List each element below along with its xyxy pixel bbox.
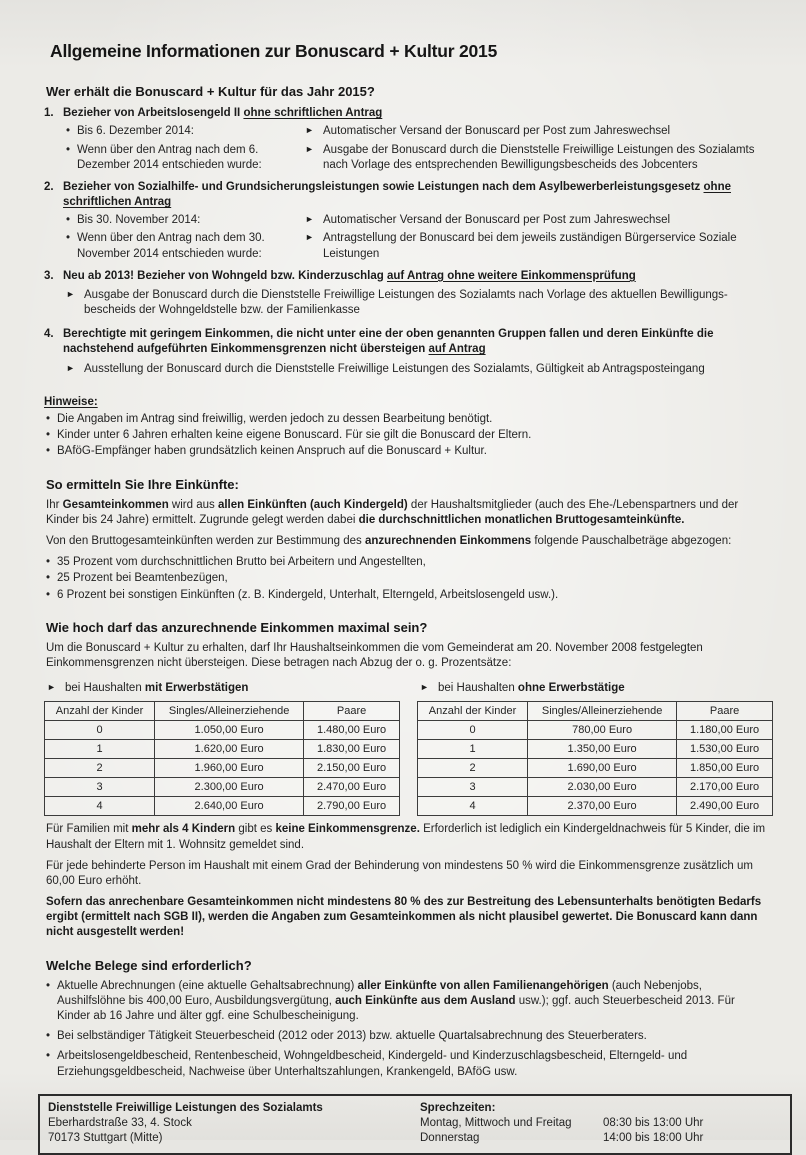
table-cell: 2 — [45, 759, 155, 778]
bullet-icon: • — [46, 1030, 51, 1043]
table-cell: 2.300,00 Euro — [155, 778, 304, 797]
table-cell: 3 — [418, 778, 528, 797]
table-cell: 2.640,00 Euro — [155, 797, 304, 816]
column-header: Anzahl der Kinder — [418, 702, 528, 721]
section-belege — [44, 957, 770, 1080]
table-cell: 1 — [418, 740, 528, 759]
arrow-right-icon: ► — [305, 214, 314, 225]
table-cell: 1.850,00 Euro — [677, 759, 773, 778]
list-item: • Arbeitslosengeldbescheid, Rentenbescheid, Wohngeldbescheid, Kindergeld- und Kinderzuschlagsbescheid, Elterngeld- und Erziehungsgeldbescheid, Nachweise über Unterhaltszahlungen, Krankengeld, BAföG usw. — [46, 1049, 770, 1079]
table-cell: 1.350,00 Euro — [528, 740, 677, 759]
table-row — [418, 778, 773, 797]
hinweise-heading: Hinweise: — [44, 395, 98, 408]
table-cell: 780,00 Euro — [528, 721, 677, 740]
income-table-ohne — [417, 701, 773, 816]
table-households-without-workers — [417, 677, 773, 816]
item-heading: Bezieher von Sozialhilfe- und Grundsicherungsleistungen sowie Leistungen nach dem Asylbewerberleistungsgesetz ohne schriftlichen Antrag — [63, 180, 731, 209]
table-cell: 0 — [45, 721, 155, 740]
bullet-icon: • — [66, 232, 71, 245]
table-row — [45, 778, 400, 797]
table-row — [418, 721, 773, 740]
table-cell: 3 — [45, 778, 155, 797]
table-cell: 2.370,00 Euro — [528, 797, 677, 816]
underlined-phrase: ohne schriftlichen Antrag — [243, 107, 383, 120]
section-hinweise — [44, 395, 770, 460]
table-cell: 1 — [45, 740, 155, 759]
list-item: • 35 Prozent vom durchschnittlichen Brutto bei Arbeitern und Angestellten, — [46, 555, 770, 570]
table-cell: 2.470,00 Euro — [304, 778, 400, 797]
table-households-with-workers — [44, 677, 400, 816]
result-text: Automatischer Versand der Bonuscard per Post zum Jahreswechsel — [323, 214, 671, 227]
income-table-mit — [44, 701, 400, 816]
arrow-right-icon: ► — [305, 143, 314, 154]
column-header: Anzahl der Kinder — [45, 702, 155, 721]
table-row — [418, 740, 773, 759]
condition-text: Bis 6. Dezember 2014: — [77, 125, 194, 138]
paragraph: Um die Bonuscard + Kultur zu erhalten, darf Ihr Haushaltseinkommen die vom Gemeinderat am 20. November 2008 festgelegten Einkommensgrenzen nicht übersteigen. Diese betragen nach Abzug der o. g. Prozentsätze: — [46, 641, 703, 670]
table-cell: 1.050,00 Euro — [155, 721, 304, 740]
table-row — [45, 759, 400, 778]
result-text: Ausstellung der Bonuscard durch die Dienststelle Freiwillige Leistungen des Sozialamts, Gültigkeit ab Antragsposteingang — [84, 362, 705, 375]
table-row — [45, 797, 400, 816]
list-item: • BAföG-Empfänger haben grundsätzlich keinen Anspruch auf die Bonuscard + Kultur. — [46, 444, 770, 459]
item-heading: Neu ab 2013! Bezieher von Wohngeld bzw. Kinderzuschlag auf Antrag ohne weitere Einkommensprüfung — [63, 269, 636, 282]
table-cell: 2 — [418, 759, 528, 778]
underlined-phrase: auf Antrag — [428, 343, 486, 356]
result-text: Ausgabe der Bonuscard durch die Dienststelle Freiwillige Leistungen des Sozialamts nach Vorlage des aktuellen Bewilligungsbescheids der Wohngeldstelle bzw. der Familienkasse — [84, 288, 728, 317]
column-header: Paare — [304, 702, 400, 721]
bullet-icon: • — [66, 214, 71, 227]
underlined-phrase: auf Antrag ohne weitere Einkommensprüfung — [386, 269, 636, 282]
item-number: 2. — [44, 180, 54, 193]
bullet-icon: • — [46, 445, 51, 458]
section-heading-who: Wer erhält die Bonuscard + Kultur für das Jahr 2015? — [46, 84, 375, 100]
hours-time: 14:00 bis 18:00 Uhr — [603, 1132, 704, 1145]
list-item: • Bei selbständiger Tätigkeit Steuerbescheid (2012 oder 2013) bzw. aktuelle Quartalsabrechnung des Steuerberaters. — [46, 1029, 770, 1044]
table-row — [45, 740, 400, 759]
arrow-right-icon: ► — [305, 232, 314, 243]
contact-address — [48, 1101, 420, 1147]
section-maximal — [44, 619, 770, 941]
list-item: • 6 Prozent bei sonstigen Einkünften (z. B. Kindergeld, Unterhalt, Elterngeld, Arbeitslosengeld usw.). — [46, 588, 770, 603]
list-item: • 25 Prozent bei Beamtenbezügen, — [46, 571, 770, 586]
table-cell: 1.480,00 Euro — [304, 721, 400, 740]
section-einkuenfte — [44, 476, 770, 603]
numbered-item-1 — [44, 106, 770, 173]
item-heading: Bezieher von Arbeitslosengeld II ohne schriftlichen Antrag — [63, 107, 383, 120]
hours-row — [420, 1116, 780, 1131]
column-header: Singles/Alleinerziehende — [528, 702, 677, 721]
table-cell: 2.150,00 Euro — [304, 759, 400, 778]
arrow-right-icon: ► — [420, 682, 429, 693]
table-caption: ► bei Haushalten ohne Erwerbstätige — [420, 681, 773, 696]
table-row — [45, 721, 400, 740]
condition-text: Wenn über den Antrag nach dem 30. November 2014 entschieden wurde: — [77, 232, 265, 260]
table-cell: 1.180,00 Euro — [677, 721, 773, 740]
address-line-1: Eberhardstraße 33, 4. Stock — [48, 1116, 192, 1129]
paragraph: Für Familien mit mehr als 4 Kindern gibt es keine Einkommensgrenze. Erforderlich ist lediglich ein Kindergeldnachweis für 5 Kinder, die im Haushalt der Eltern mit 1. Wohnsitz gemeldet sind. — [46, 823, 766, 851]
paragraph: Von den Bruttogesamteinkünften werden zur Bestimmung des anzurechnenden Einkommens folgende Pauschalbeträge abgezogen: — [46, 535, 732, 548]
item-number: 1. — [44, 107, 54, 120]
result-text: Automatischer Versand der Bonuscard per Post zum Jahreswechsel — [323, 125, 671, 138]
table-cell: 2.170,00 Euro — [677, 778, 773, 797]
numbered-item-2 — [44, 180, 770, 262]
section-heading-einkuenfte: So ermitteln Sie Ihre Einkünfte: — [46, 476, 239, 492]
income-tables — [44, 677, 770, 816]
result-row — [66, 362, 770, 377]
condition-text: Bis 30. November 2014: — [77, 214, 201, 227]
condition-text: Wenn über den Antrag nach dem 6. Dezember 2014 entschieden wurde: — [77, 143, 262, 171]
office-hours — [420, 1101, 780, 1147]
table-cell: 1.620,00 Euro — [155, 740, 304, 759]
contact-box — [38, 1094, 792, 1155]
list-item: • Die Angaben im Antrag sind freiwillig, werden jedoch zu dessen Bearbeitung benötigt. — [46, 412, 770, 427]
arrow-right-icon: ► — [66, 288, 75, 299]
list-item: • Aktuelle Abrechnungen (eine aktuelle Gehaltsabrechnung) aller Einkünfte von allen Familienangehörigen (auch Nebenjobs, Aushilfslöhne bis 400,00 Euro, Ausbildungsvergütung, auch Einkünfte aus dem Ausland usw.); ggf. auch Steuerbescheid 2013. Für Kinder ab 16 Jahre und älter ggf. eine Schulbescheinigung. — [46, 979, 770, 1025]
table-header-row — [45, 702, 400, 721]
section-heading-belege: Welche Belege sind erforderlich? — [46, 957, 252, 973]
table-header-row — [418, 702, 773, 721]
result-text: Ausgabe der Bonuscard durch die Dienststelle Freiwillige Leistungen des Sozialamts nach Vorlage des entsprechenden Bewilligungsbescheids des Jobcenters — [323, 143, 755, 171]
numbered-item-3 — [44, 269, 770, 321]
arrow-right-icon: ► — [305, 125, 314, 136]
bullet-icon: • — [46, 1050, 51, 1063]
page-title: Allgemeine Informationen zur Bonuscard + Kultur 2015 — [50, 41, 498, 61]
hours-days: Donnerstag — [420, 1132, 480, 1145]
table-cell: 1.830,00 Euro — [304, 740, 400, 759]
list-item: • Kinder unter 6 Jahren erhalten keine eigene Bonuscard. Für sie gilt die Bonuscard der Eltern. — [46, 428, 770, 443]
hours-days: Montag, Mittwoch und Freitag — [420, 1116, 572, 1129]
numbered-item-4 — [44, 327, 770, 379]
paragraph: Ihr Gesamteinkommen wird aus allen Einkünften (auch Kindergeld) der Haushaltsmitglieder (auch des Ehe-/Lebenspartners und der Kinder bis 24 Jahre) ermittelt. Zugrunde gelegt werden dabei die durchschnittlichen monatlichen Bruttogesamteinkünfte. — [46, 498, 739, 526]
bullet-icon: • — [46, 413, 51, 425]
bullet-icon: • — [66, 143, 71, 156]
bullet-icon: • — [46, 979, 51, 992]
result-row — [66, 288, 770, 318]
arrow-right-icon: ► — [66, 362, 75, 373]
underlined-phrase: ohne schriftlichen Antrag — [63, 180, 731, 209]
table-caption: ► bei Haushalten mit Erwerbstätigen — [47, 681, 400, 696]
arrow-right-icon: ► — [47, 682, 56, 693]
table-cell: 2.490,00 Euro — [677, 797, 773, 816]
hours-heading: Sprechzeiten: — [420, 1101, 496, 1114]
bullet-icon: • — [46, 556, 51, 569]
table-cell: 4 — [45, 797, 155, 816]
condition-row — [66, 124, 770, 139]
result-text: Antragstellung der Bonuscard bei dem jeweils zuständigen Bürgerservice Soziale Leistungen — [323, 232, 737, 260]
paragraph: Für jede behinderte Person im Haushalt mit einem Grad der Behinderung von mindestens 50 % wird die Einkommensgrenze zusätzlich um 60,00 Euro erhöht. — [46, 859, 753, 887]
condition-row — [66, 213, 770, 228]
item-heading: Berechtigte mit geringem Einkommen, die nicht unter eine der oben genannten Gruppen fallen und deren Einkünfte die nachstehend aufgeführten Einkommensgrenzen nicht übersteigen auf Antrag — [63, 328, 714, 356]
bullet-icon: • — [66, 125, 71, 138]
table-row — [418, 797, 773, 816]
table-cell: 2.790,00 Euro — [304, 797, 400, 816]
table-cell: 1.530,00 Euro — [677, 740, 773, 759]
column-header: Singles/Alleinerziehende — [155, 702, 304, 721]
table-cell: 1.690,00 Euro — [528, 759, 677, 778]
column-header: Paare — [677, 702, 773, 721]
hours-time: 08:30 bis 13:00 Uhr — [603, 1116, 704, 1129]
item-number: 4. — [44, 328, 54, 341]
bullet-icon: • — [46, 588, 51, 601]
office-name: Dienststelle Freiwillige Leistungen des Sozialamts — [48, 1101, 323, 1114]
section-heading-maximal: Wie hoch darf das anzurechnende Einkommen maximal sein? — [46, 619, 428, 635]
table-cell: 4 — [418, 797, 528, 816]
hours-row — [420, 1131, 780, 1146]
bullet-icon: • — [46, 572, 51, 585]
condition-row — [66, 143, 770, 173]
item-number: 3. — [44, 269, 54, 282]
bullet-icon: • — [46, 429, 51, 442]
paragraph-important: Sofern das anrechenbare Gesamteinkommen nicht mindestens 80 % des zur Bestreitung des Lebensunterhalts benötigten Bedarfs ergibt (ermittelt nach SGB II), werden die Angaben zum Gesamteinkommen als nicht plausibel gewertet. Die Bonuscard kann dann nicht ausgestellt werden! — [46, 896, 762, 939]
address-line-2: 70173 Stuttgart (Mitte) — [48, 1132, 163, 1145]
table-row — [418, 759, 773, 778]
condition-row — [66, 231, 770, 261]
table-cell: 1.960,00 Euro — [155, 759, 304, 778]
table-cell: 0 — [418, 721, 528, 740]
table-cell: 2.030,00 Euro — [528, 778, 677, 797]
